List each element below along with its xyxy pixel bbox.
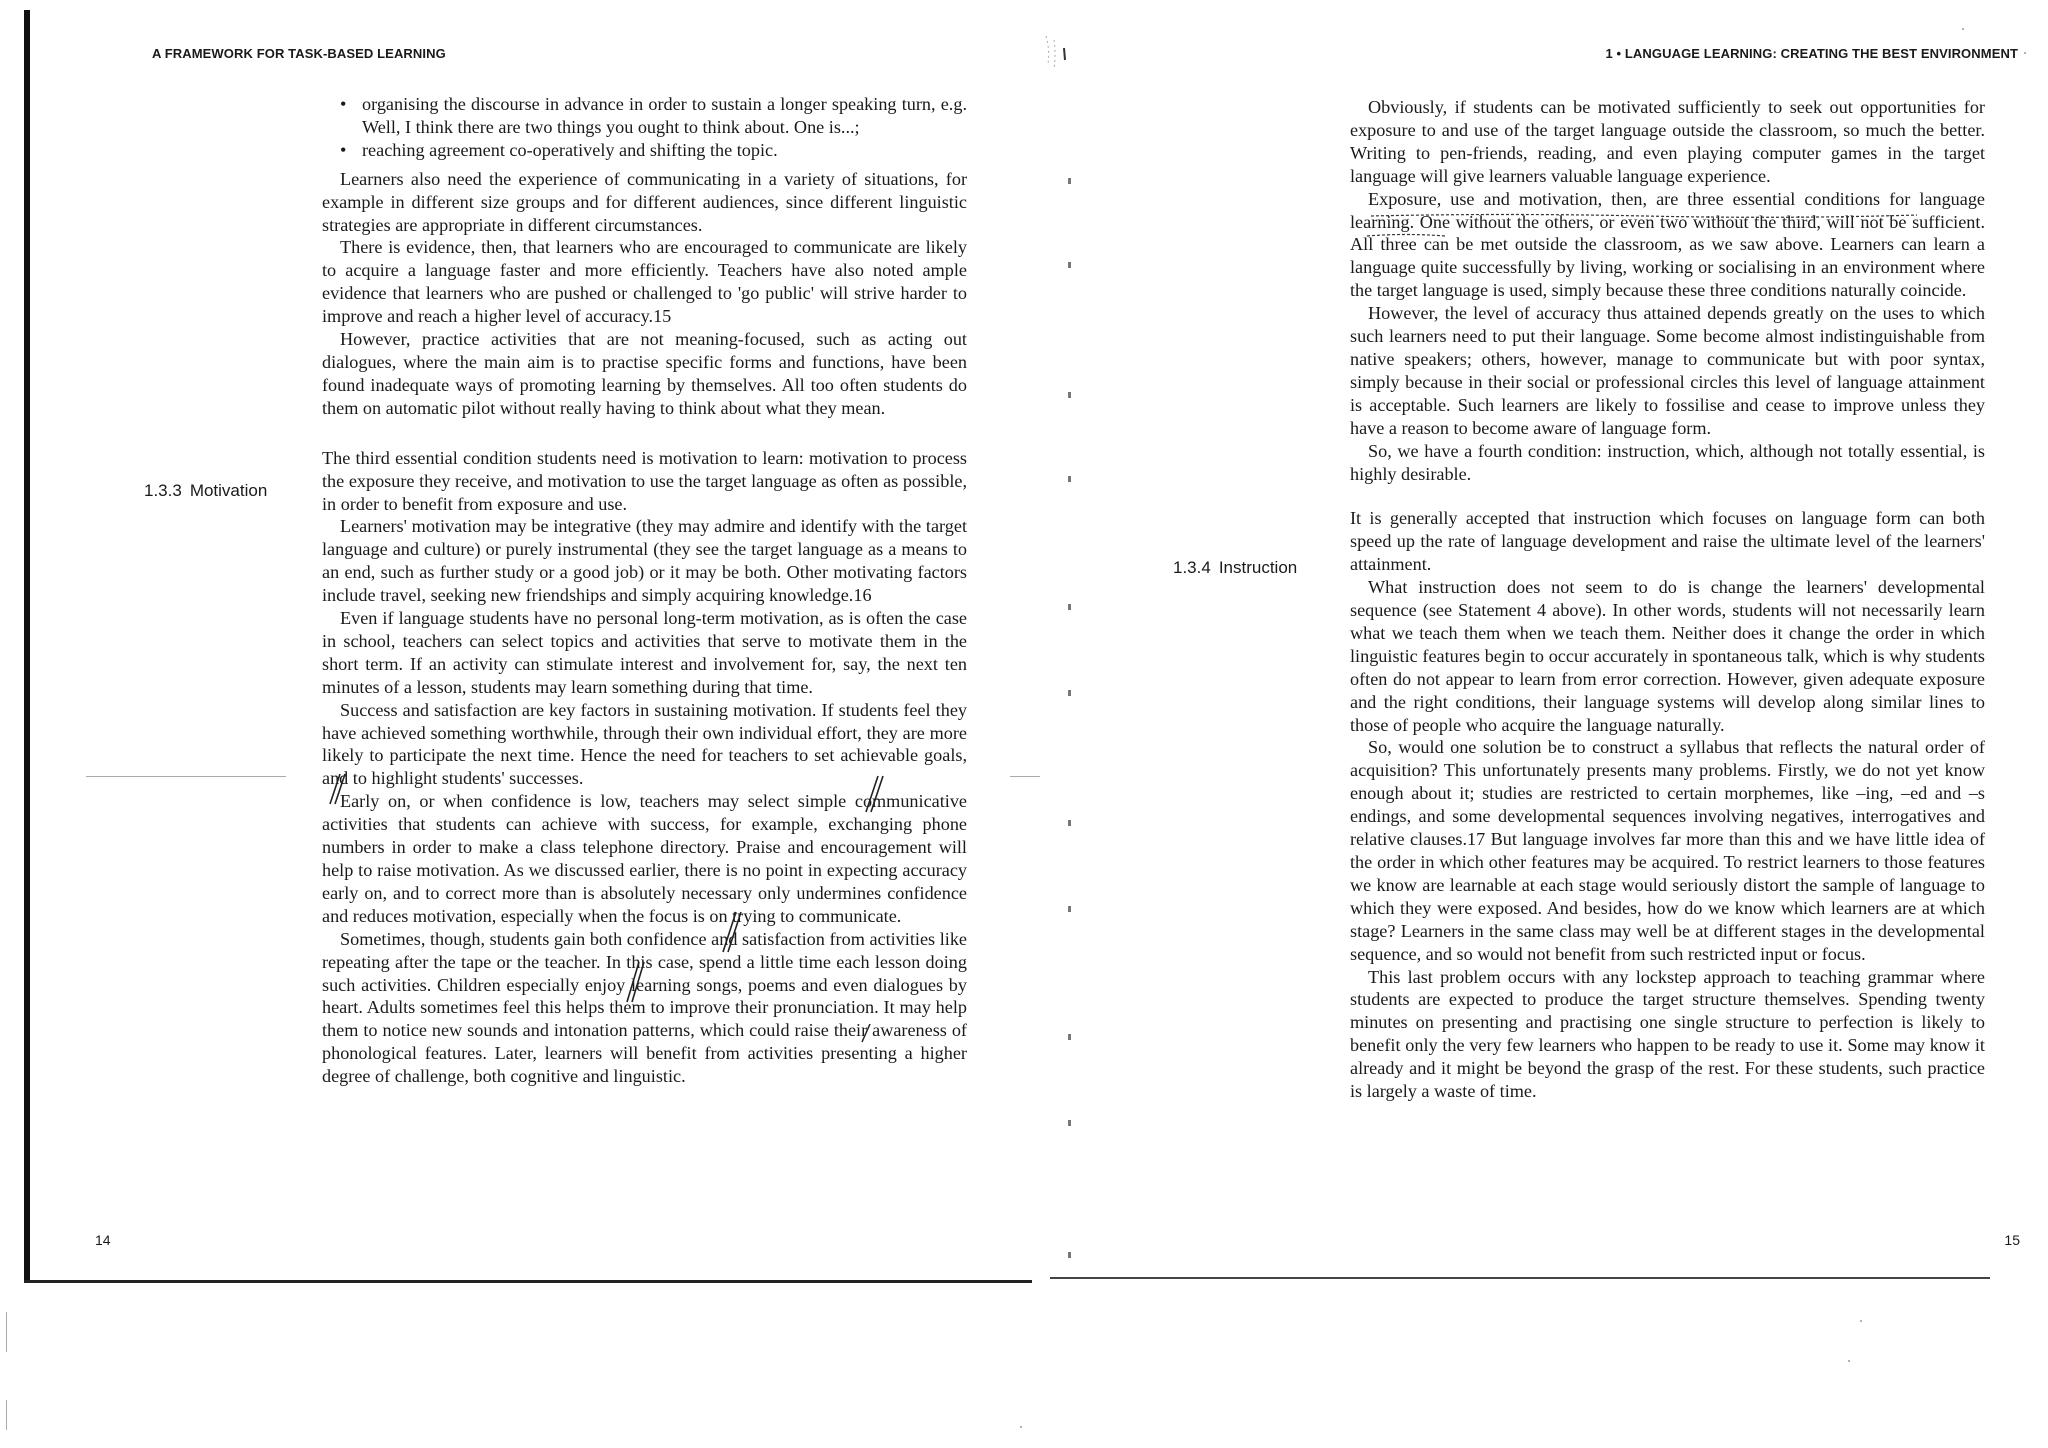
paragraph: So, we have a fourth condition: instruction, which, although not totally essential, is highly desirable. [1350,440,1985,484]
right-page [1045,0,2048,1300]
paragraph-annotated: Success and satisfaction are key factors in sustaining motivation. If students feel they have achieved something worthwhile, through their own individual effort, they are more likely to participate the next time. Hence the need for teachers to set achievable goals, and to highlight students' successes. [322,699,967,789]
paragraph: Early on, or when confidence is low, teachers may select simple communicative activities that students can achieve with success, for example, exchanging phone numbers in order to make a class telephone directory. Praise and encouragement will help to raise motivation. As we discussed earlier, there is no point in expecting accuracy early on, and to correct more than is absolutely necessary only undermines confidence and reduces motivation, especially when the focus is on trying to communicate. [322,791,967,926]
paragraph: However, the level of accuracy thus attained depends greatly on the uses to which such learners need to put their language. Some become almost indistinguishable from native speakers; others, however, manage to communicate but with poor syntax, simply because in their social or professional circles this level of language attainment is acceptable. Such learners are likely to fossilise and cease to improve unless they have a reason to become aware of language form. [1350,303,1985,438]
bullet-list [322,93,967,162]
handwritten-slash-mark [326,772,348,806]
paragraph: There is evidence, then, that learners who are encouraged to communicate are likely to acquire a language faster and more efficiently. Teachers have also noted ample evidence that learners who are pushed or challenged to 'go public' will strive harder to improve and reach a higher level of accuracy.15 [322,237,967,327]
paragraph: What instruction does not seem to do is change the learners' developmental sequence (see Statement 4 above). In other words, students will not necessarily learn what we teach them when we teach them. Neither does it change the order in which linguistic features begin to occur accurately in spontaneous talk, which is why students often do not appear to learn from error correction. However, given adequate exposure and the right conditions, their language systems will develop along similar lines to those of people who acquire the language naturally. [1350,577,1985,735]
bullet-icon: • [340,139,347,160]
handwritten-slash-mark [860,774,886,814]
section-title: Instruction [1218,558,1298,577]
section-number: 1.3.3 [144,481,182,500]
paragraph: It is generally accepted that instruction which focuses on language form can both speed up the rate of language development and raise the ultimate level of the learners' attainment. [1350,508,1985,575]
paragraph: So, would one solution be to construct a syllabus that reflects the natural order of acquisition? This unfortunately presents many problems. Firstly, we do not yet know enough about it; studies are restricted to certain morphemes, like –ing, –ed and –s endings, and some developmental sequences involving negatives, interrogatives and relative clauses.17 But language involves far more than this and we have little idea of the order in which other features may be acquired. To restrict learners to those features we know are learnable at each stage would seriously distort the sample of language to which they were exposed. And besides, how do we know which learners are at which stage? Learners in the same class may well be at different stages in the developmental sequence, and so would not benefit from such restricted input or focus. [1350,737,1985,964]
paragraph: Learners also need the experience of communicating in a variety of situations, for example in different size groups and for different audiences, since different linguistic strategies are appropriate in different circumstances. [322,168,967,235]
handwritten-slash-mark [718,910,744,954]
handwritten-underline-mark [1365,206,1925,238]
paragraph-annotated: Exposure, use and motivation, then, are three essential conditions for language learning. One without the others, or even two without the third, will not be sufficient. All three can be met outside the classroom, as we saw above. Learners can learn a language quite successfully by living, working or socialising in an environment where the target language is used, simply because these three conditions naturally coincide. [1350,188,1985,301]
left-body-column [322,93,967,1088]
section-heading-instruction [1173,558,1297,578]
paragraph: The third essential condition students need is motivation to learn: motivation to process the exposure they receive, and motivation to use the target language as often as possible, in order to benefit from exposure and use. [322,447,967,514]
right-body-column [1350,96,1985,1103]
section-title: Motivation [189,481,268,500]
handwritten-stroke-mark [858,1022,874,1044]
paragraph: Learners' motivation may be integrative (they may admire and identify with the target language and culture) or purely instrumental (they see the target language as a means to an end, such as further study or a good job) or it may be both. Other motivating factors include travel, seeking new friendships and simply acquiring knowledge.16 [322,516,967,606]
paragraph: Even if language students have no personal long-term motivation, as is often the case in school, teachers can select topics and activities that serve to motivate them in the short term. If an activity can stimulate interest and involvement for, say, the next ten minutes of a lesson, students may learn something during that time. [322,608,967,697]
left-running-head: A FRAMEWORK FOR TASK-BASED LEARNING [152,46,446,61]
section-heading-motivation [144,481,267,501]
right-page-number: 15 [2004,1232,2020,1248]
bullet-item: • reaching agreement co-operatively and shifting the topic. [340,139,778,160]
right-running-head: 1 • LANGUAGE LEARNING: CREATING THE BEST ENVIRONMENT [1605,46,2018,61]
left-page [0,0,1035,1300]
paragraph: Sometimes, though, students gain both confidence and satisfaction from activities like repeating after the tape or the teacher. In this case, spend a little time each lesson doing such activities. Children especially enjoy learning songs, poems and even dialogues by heart. Adults sometimes feel this helps them to improve their pronunciation. It may help them to notice new sounds and intonation patterns, which could raise their awareness of phonological features. Later, learners will benefit from activities presenting a higher degree of challenge, both cognitive and linguistic. [322,928,967,1087]
handwritten-slash-mark [622,960,646,1004]
paragraph: Obviously, if students can be motivated sufficiently to seek out opportunities for exposure to and use of the target language outside the classroom, so much the better. Writing to pen-friends, reading, and even playing computer games in the target language will give learners valuable language experience. [1350,97,1985,186]
left-page-number: 14 [95,1232,111,1248]
bullet-item: • organising the discourse in advance in order to sustain a longer speaking turn, e.g. Well, I think there are two things you ought to think about. One is...; [340,94,967,137]
paragraph: This last problem occurs with any lockstep approach to teaching grammar where students are expected to produce the target structure themselves. Spending twenty minutes on presenting and practising one single structure to perfection is likely to benefit only the very few learners who happen to be ready to use it. Some may know it already and it might be beyond the grasp of the rest. For these students, such practice is largely a waste of time. [1350,966,1985,1102]
bullet-icon: • [340,94,347,114]
paragraph: However, practice activities that are not meaning-focused, such as acting out dialogues, where the main aim is to practise specific forms and functions, have been found inadequate ways of promoting learning by themselves. All too often students do them on automatic pilot without really having to think about what they mean. [322,329,967,418]
section-number: 1.3.4 [1173,558,1211,577]
